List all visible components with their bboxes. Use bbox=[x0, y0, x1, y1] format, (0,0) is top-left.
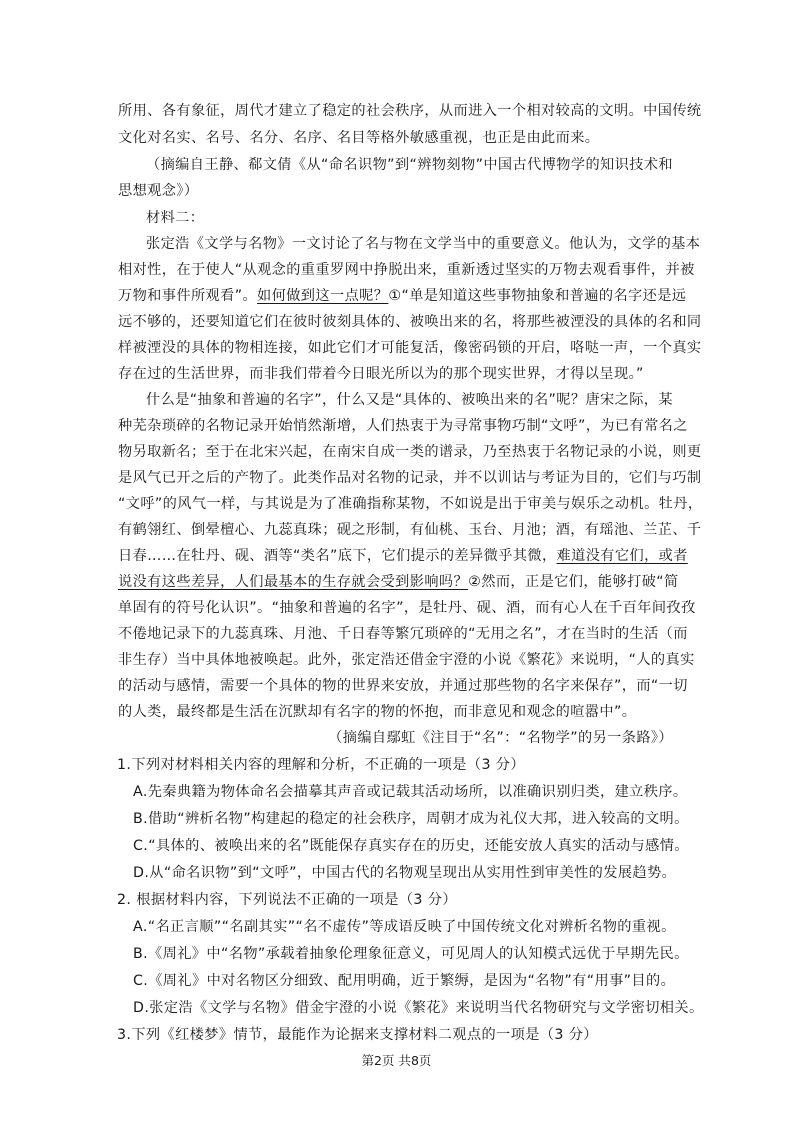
paragraph-line bbox=[118, 545, 688, 567]
question-stem: 1.下列对材料相关内容的理解和分析，不正确的一项是（3 分） bbox=[117, 757, 525, 773]
answer-option: C.《周礼》中对名物区分细致、配用明确，近于繁缛，是因为“名物”有“用事”目的。 bbox=[133, 973, 676, 989]
answer-option: C.“具体的、被唤出来的名”既能保存真实存在的历史，还能安放人真实的活动与感情。 bbox=[133, 838, 689, 854]
underlined-sentence: 难道没有它们，或者 bbox=[556, 548, 688, 564]
paragraph-line bbox=[118, 571, 679, 593]
answer-option: B.借助“辨析名物”构建起的稳定的社会秩序，周朝才成为礼仪大邦，进入较高的文明。 bbox=[133, 811, 689, 827]
paragraph-line: 样被湮没的具体的物相连接，如此它们才可能复活，像密码锁的开启，咯哒一声，一个真实 bbox=[118, 340, 702, 356]
question-stem: 2. 根据材料内容，下列说法不正确的一项是（3 分） bbox=[117, 892, 457, 908]
question-stem: 3.下列《红楼梦》情节，最能作为论据来支撑材料二观点的一项是（3 分） bbox=[117, 1027, 598, 1043]
underlined-sentence: 说没有这些差异，人们最基本的生存就会受到影响吗？ bbox=[118, 574, 469, 590]
paragraph-line: 张定浩《文学与名物》一文讨论了名与物在文学当中的重要意义。他认为，文学的基本 bbox=[146, 236, 701, 252]
paragraph-line: 非生存）当中具体地被唤起。此外，张定浩还借金宇澄的小说《繁花》来说明，“人的真实 bbox=[118, 652, 695, 668]
answer-option: A.“名正言顺”“名副其实”“名不虚传”等成语反映了中国传统文化对辨析名物的重视。 bbox=[133, 919, 676, 935]
paragraph-line bbox=[118, 285, 686, 307]
paragraph-line: 物另取新名；至于在北宋兴起，在南宋自成一类的谱录，乃至热衷于名物记录的小说，则更 bbox=[118, 444, 702, 460]
underlined-question: 如何做到这一点呢？ bbox=[257, 288, 389, 304]
paragraph-line: 远不够的，还要知道它们在彼时彼刻具体的、被唤出来的名，将那些被湮没的具体的名和同 bbox=[118, 314, 702, 330]
paragraph-line: 存在过的生活世界，而非我们带着今日眼光所以为的那个现实世界，才得以呈现。” bbox=[118, 366, 644, 382]
paragraph-line: 相对性，在于使人“从观念的重重罗网中挣脱出来，重新透过坚实的万物去观看事件，并被 bbox=[118, 262, 695, 278]
paragraph-line: 单固有的符号化认识”。“抽象和普遍的名字”，是牡丹、砚、酒，而有心人在千百年间孜孜 bbox=[118, 600, 696, 616]
material1-line: 文化对名实、名号、名分、名序、名目等格外敏感重视，也正是由此而来。 bbox=[118, 130, 600, 146]
text-segment: ②然而，正是它们，能够打破“简 bbox=[468, 574, 679, 590]
answer-option: B.《周礼》中“名物”承载着抽象伦理象征意义，可见周人的认知模式远优于早期先民。 bbox=[133, 946, 689, 962]
page-footer: 第2页 共8页 bbox=[361, 1053, 432, 1068]
paragraph-line: 不倦地记录下的九蕊真珠、月池、千日春等繁冗琐碎的“无用之名”，才在当时的生活（而 bbox=[118, 626, 688, 642]
paragraph-line: 的活动与感情，需要一个具体的物的世界来安放，并通过那些物的名字来保存”，而“一切 bbox=[118, 678, 688, 694]
paragraph-line: 是风气已开之后的产物了。此类作品对名物的记录，并不以训诂与考证为目的，它们与巧制 bbox=[118, 470, 702, 486]
paragraph-line: 什么是“抽象和普遍的名字”，什么又是“具体的、被唤出来的名”呢？唐宋之际，某 bbox=[146, 392, 673, 408]
answer-option: D.从“命名识物”到“文呼”，中国古代的名物观呈现出从实用性到审美性的发展趋势。 bbox=[133, 865, 677, 881]
material1-citation: （摘编自王静、郗文倩《从“命名识物”到“辨物刻物”中国古代博物学的知识技术和 bbox=[146, 157, 673, 173]
paragraph-line: 种芜杂琐碎的名物记录开始悄然渐增，人们热衷于为寻常事物巧制“文呼”，为已有常名之 bbox=[118, 418, 688, 434]
paragraph-line: “文呼”的风气一样，与其说是为了准确指称某物，不如说是出于审美与娱乐之动机。牡丹， bbox=[118, 496, 703, 512]
material2-citation: （摘编自鄢虹《注目于“名”：“名物学”的另一条路》） bbox=[328, 730, 673, 746]
paragraph-line: 有鹤翎红、倒晕檀心、九蕊真珠；砚之形制，有仙桃、玉台、月池；酒，有瑶池、兰芷、千 bbox=[118, 522, 702, 538]
material2-heading: 材料二： bbox=[146, 210, 205, 226]
answer-option: A.先秦典籍为物体命名会描摹其声音或记载其活动场所，以准确识别归类，建立秩序。 bbox=[133, 784, 688, 800]
answer-option: D.张定浩《文学与名物》借金宇澄的小说《繁花》来说明当代名物研究与文学密切相关。 bbox=[133, 1000, 704, 1016]
text-segment: 万物和事件所观看”。 bbox=[118, 288, 258, 304]
text-segment: 日春……在牡丹、砚、酒等“类名”底下，它们提示的差异微乎其微， bbox=[118, 548, 557, 564]
paragraph-line: 的人类，最终都是生活在沉默却有名字的物的怀抱，而非意见和观念的喧嚣中”。 bbox=[118, 704, 637, 720]
material1-line: 所用、各有象征，周代才建立了稳定的社会秩序，从而进入一个相对较高的文明。中国传统 bbox=[118, 103, 702, 119]
text-segment: ①“单是知道这些事物抽象和普遍的名字还是远 bbox=[388, 288, 687, 304]
material1-citation: 思想观念》） bbox=[118, 183, 199, 199]
